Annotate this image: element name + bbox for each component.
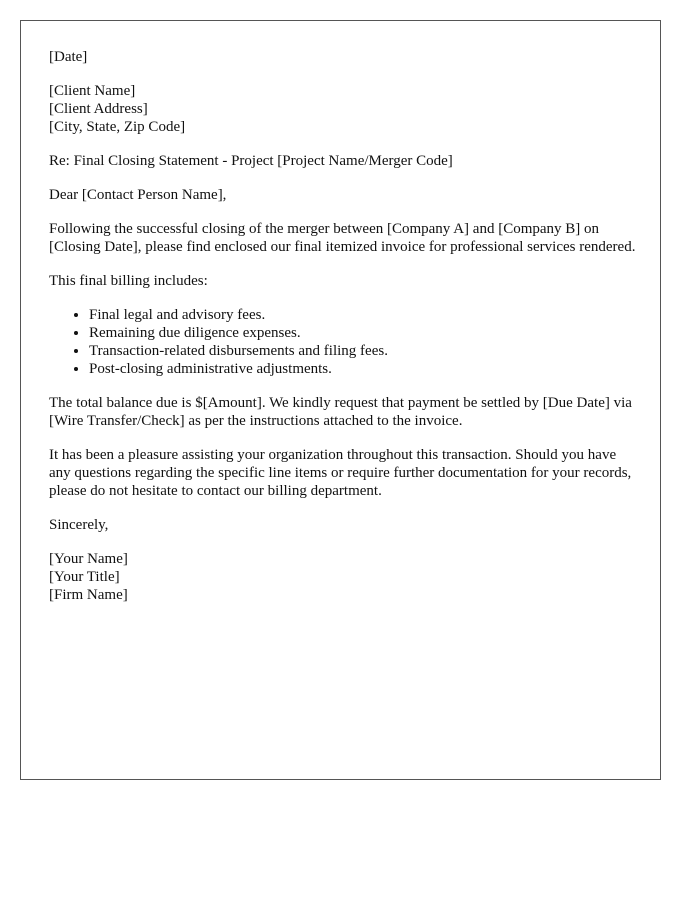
billing-item: • Final legal and advisory fees. xyxy=(89,306,639,324)
billing-item: • Post-closing administrative adjustments. xyxy=(89,360,639,378)
billing-item: • Remaining due diligence expenses. xyxy=(89,324,639,342)
subject-line: Re: Final Closing Statement - Project [Project Name/Merger Code] xyxy=(49,153,453,169)
billing-item: • Transaction-related disbursements and filing fees. xyxy=(89,342,639,360)
list-intro: This final billing includes: xyxy=(49,273,208,289)
closing-paragraph: It has been a pleasure assisting your organization throughout this transaction. Should you have any questions regarding the specific line items or require further documentation for your records, please do not hesitate to contact our billing department. xyxy=(49,447,632,499)
letter-body xyxy=(49,48,639,620)
recipient-address: [Client Address] xyxy=(49,101,148,117)
date-line: [Date] xyxy=(49,49,88,65)
letter-frame xyxy=(20,20,661,780)
recipient-city-state-zip: [City, State, Zip Code] xyxy=(49,119,186,135)
signature-name: [Your Name] xyxy=(49,551,128,567)
recipient-block xyxy=(49,82,639,136)
recipient-name: [Client Name] xyxy=(49,83,136,99)
signature-block xyxy=(49,550,639,604)
payment-paragraph: The total balance due is $[Amount]. We kindly request that payment be settled by [Due Date] via [Wire Transfer/Check] as per the instructions attached to the invoice. xyxy=(49,395,632,429)
signature-firm: [Firm Name] xyxy=(49,587,128,603)
billing-items-list xyxy=(49,306,639,378)
signature-title: [Your Title] xyxy=(49,569,120,585)
salutation: Dear [Contact Person Name], xyxy=(49,187,227,203)
sign-off: Sincerely, xyxy=(49,517,109,533)
intro-paragraph: Following the successful closing of the merger between [Company A] and [Company B] on [Closing Date], please find enclosed our final itemized invoice for professional services rendered. xyxy=(49,221,636,255)
